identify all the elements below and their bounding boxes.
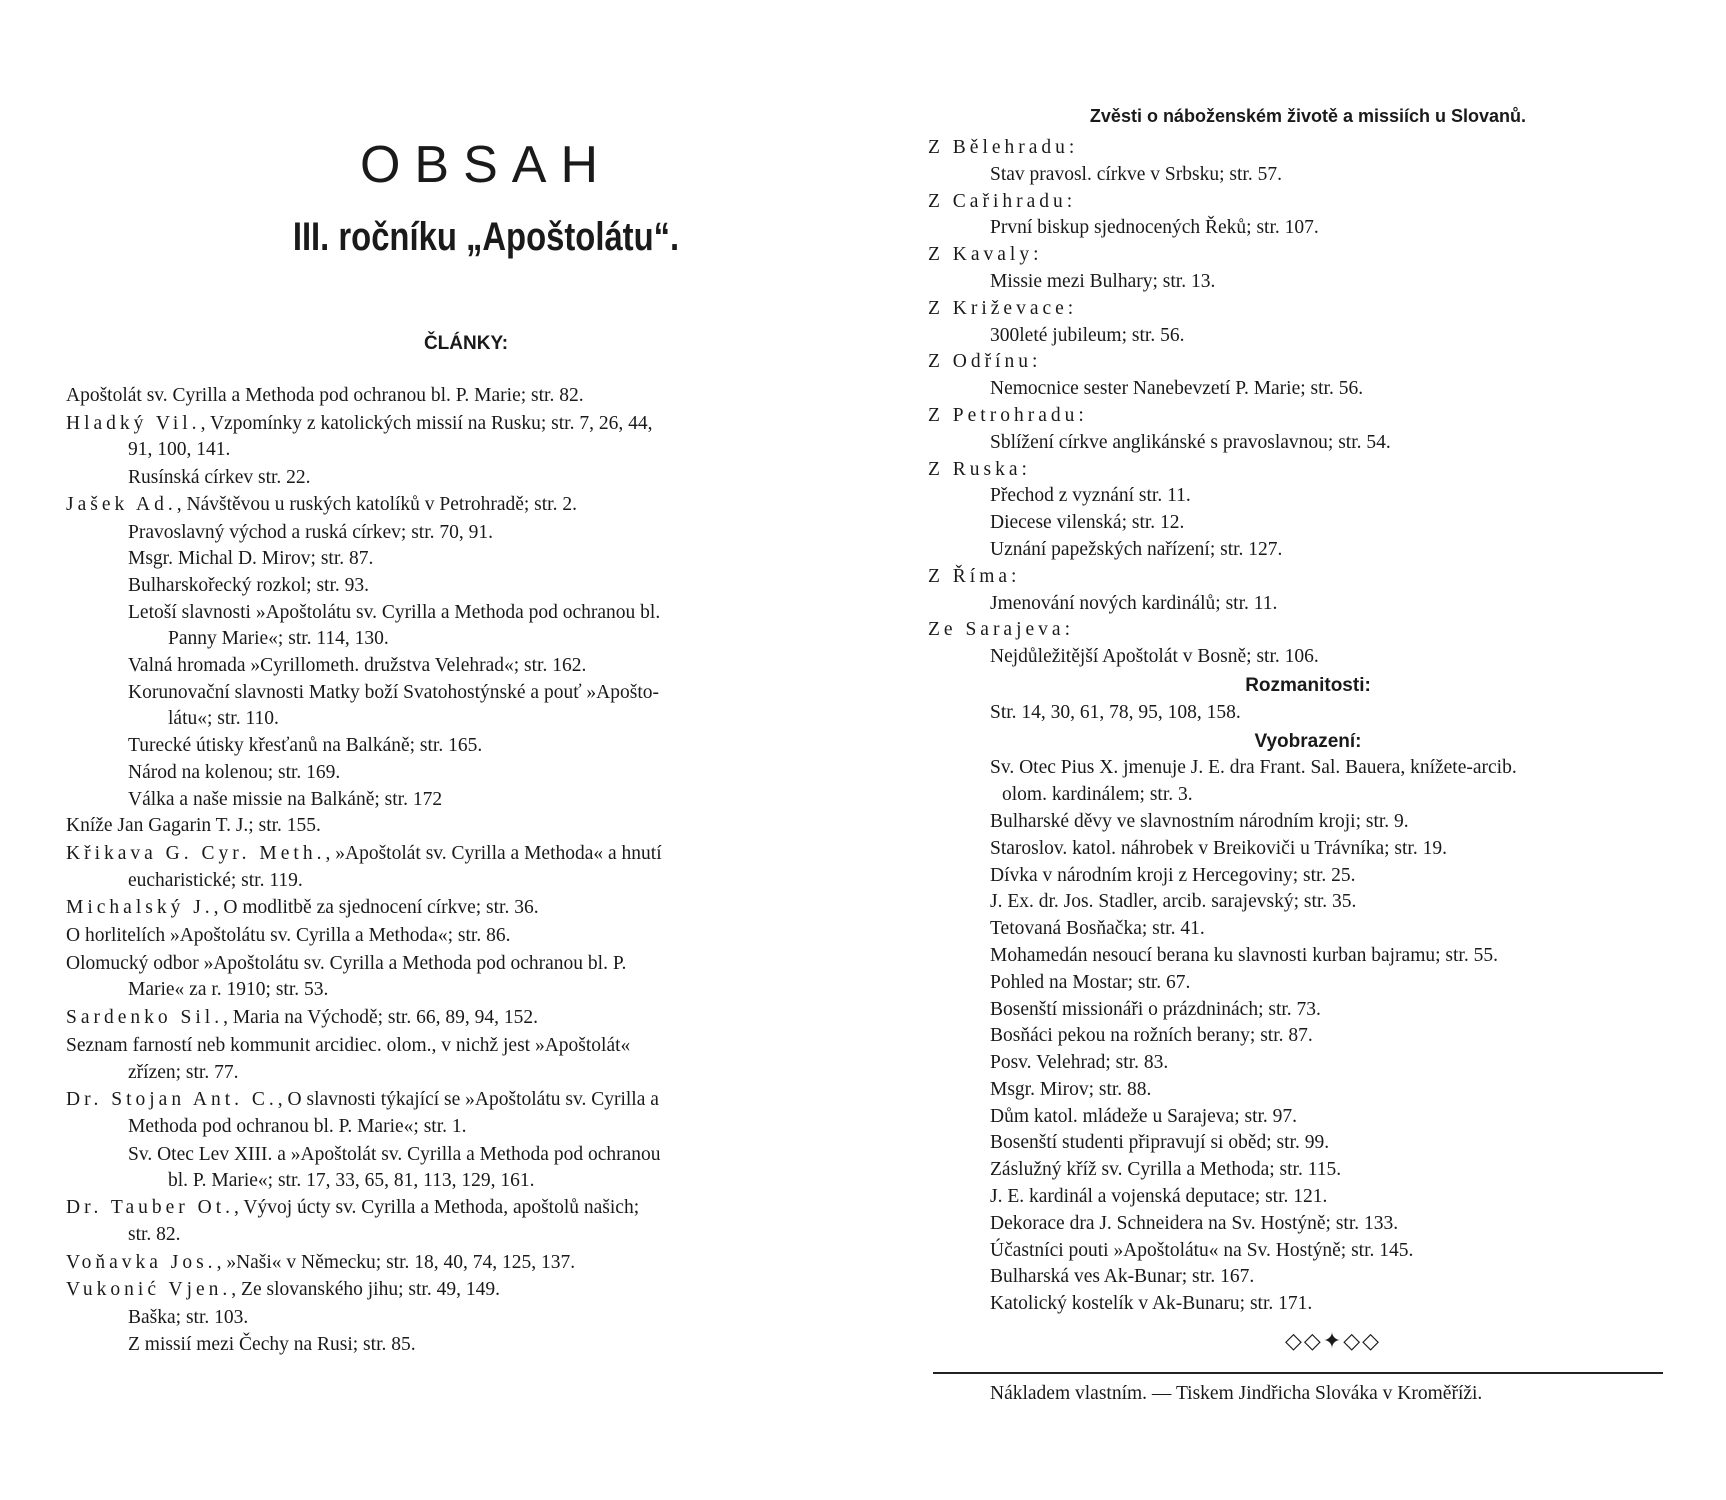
article-text: , Ze slovanského jihu; str. 49, 149. (231, 1279, 500, 1301)
article-text: , »Naši« v Německu; str. 18, 40, 74, 125, 137. (216, 1251, 576, 1273)
article-text: Marie« za r. 1910; str. 53. (128, 979, 329, 1001)
article-subentry-text: Turecké útisky křesťanů na Balkáně; str. 165. (128, 735, 483, 757)
article-text: , O modlitbě za sjednocení církve; str. 36. (213, 897, 539, 919)
illustration-text: Účastníci pouti »Apoštolátu« na Sv. Hostýně; str. 145. (990, 1239, 1414, 1261)
article-author: Jašek Ad. (66, 493, 177, 515)
place-heading: Z Križevace: (928, 297, 1078, 319)
article-author: Michalský J. (66, 897, 214, 919)
article-subentry-text: Letoší slavnosti »Apoštolátu sv. Cyrilla a Methoda pod ochranou bl. (128, 601, 661, 623)
article-entry (66, 492, 826, 519)
illustration-item (928, 1050, 1688, 1077)
illustration-item (928, 1238, 1688, 1265)
article-text: Methoda pod ochranou bl. P. Marie«; str. 1. (128, 1115, 467, 1137)
article-subentry-text: Msgr. Michal D. Mirov; str. 87. (128, 548, 374, 570)
illustration-item (928, 1211, 1688, 1238)
articles-list (66, 383, 826, 1358)
illustration-text: J. E. kardinál a vojenská deputace; str. 121. (990, 1186, 1328, 1208)
illustration-text: Bosenští studenti připravují si oběd; str. 99. (990, 1132, 1330, 1154)
article-author: Dr. Stojan Ant. C. (66, 1089, 278, 1111)
place-item: Jmenování nových kardinálů; str. 11. (990, 592, 1278, 614)
article-entry (66, 951, 826, 1004)
article-subentry-text: Pravoslavný východ a ruská církev; str. 70, 91. (128, 521, 494, 543)
place-item: Diecese vilenská; str. 12. (990, 512, 1185, 534)
article-author: Sardenko Sil. (66, 1007, 224, 1029)
article-subentry-text: Národ na kolenou; str. 169. (128, 761, 341, 783)
article-subentry-text: Bulharskořecký rozkol; str. 93. (128, 574, 369, 596)
illustration-text: Mohamedán nesoucí berana ku slavnosti kurban bajramu; str. 55. (990, 944, 1498, 966)
imprint-footer: Nákladem vlastním. — Tiskem Jindřicha Slováka v Kroměříži. (990, 1383, 1483, 1404)
article-text: zřízen; str. 77. (128, 1061, 239, 1083)
article-entry (66, 841, 826, 894)
article-subentry (66, 573, 826, 600)
article-entry (66, 1250, 826, 1277)
article-subentry-text: Valná hromada »Cyrillometh. družstva Velehrad«; str. 162. (128, 655, 587, 677)
article-text: , Vzpomínky z katolických missií na Rusku; str. 7, 26, 44, (200, 412, 653, 434)
article-text: , Maria na Východě; str. 66, 89, 94, 152. (223, 1007, 538, 1029)
place-item: Sblížení církve anglikánské s pravoslavnou; str. 54. (990, 431, 1391, 453)
illustration-text: Dům katol. mládeže u Sarajeva; str. 97. (990, 1105, 1298, 1127)
place-heading: Z Kavaly: (928, 244, 1043, 266)
news-list (928, 135, 1688, 1318)
page-subtitle: III. ročníku „Apoštolátu“. (292, 215, 680, 259)
article-text: Apoštolát sv. Cyrilla a Methoda pod ochranou bl. P. Marie; str. 82. (66, 385, 584, 406)
place-heading: Z Ruska: (928, 458, 1031, 480)
article-subentry-text: Sv. Otec Lev XIII. a »Apoštolát sv. Cyrilla a Methoda pod ochranou (128, 1143, 661, 1165)
article-subentry-text: bl. P. Marie«; str. 17, 33, 65, 81, 113, 129, 161. (168, 1170, 535, 1192)
article-subentry (66, 1305, 826, 1332)
article-author: Dr. Tauber Ot. (66, 1197, 235, 1219)
illustration-text: Dívka v národním kroji z Hercegoviny; str. 25. (990, 864, 1356, 886)
article-subentry (66, 1142, 826, 1195)
section-heading-rozmanitosti: Rozmanitosti: (1245, 674, 1371, 696)
illustration-item (928, 809, 1688, 836)
article-subentry (66, 733, 826, 760)
article-subentry (66, 787, 826, 814)
article-entry (66, 923, 826, 950)
illustration-text: Dekorace dra J. Schneidera na Sv. Hostýně; str. 133. (990, 1212, 1399, 1234)
illustration-text: Staroslov. katol. náhrobek v Breikoviči u Trávníka; str. 19. (990, 837, 1447, 859)
article-text: O horlitelích »Apoštolátu sv. Cyrilla a Methoda«; str. 86. (66, 925, 511, 947)
illustration-item (928, 1291, 1688, 1318)
article-author: Hladký Vil. (66, 412, 201, 434)
illustration-text: Záslužný kříž sv. Cyrilla a Methoda; str. 115. (990, 1159, 1342, 1181)
illustration-text: Katolický kostelík v Ak-Bunaru; str. 171. (990, 1293, 1313, 1315)
illustration-text: Bulharské děvy ve slavnostním národním kroji; str. 9. (990, 810, 1409, 832)
article-subentry-text: látu«; str. 110. (168, 708, 279, 730)
illustration-item (928, 997, 1688, 1024)
section-heading-zvesti: Zvěsti o náboženském životě a missiích u Slovanů. (1089, 106, 1527, 126)
illustration-item (928, 863, 1688, 890)
illustration-item (928, 1023, 1688, 1050)
place-item: Nemocnice sester Nanebevzetí P. Marie; str. 56. (990, 378, 1364, 400)
place-heading: Z Cařihradu: (928, 190, 1077, 212)
place-item: První biskup sjednocených Řeků; str. 107. (990, 217, 1319, 239)
article-text: , Vývoj úcty sv. Cyrilla a Methoda, apoštolů našich; (234, 1197, 640, 1219)
illustration-item (928, 1077, 1688, 1104)
illustration-item (928, 970, 1688, 997)
article-author: Vukonić Vjen. (66, 1279, 232, 1301)
article-text: 91, 100, 141. (128, 439, 231, 461)
article-subentry (66, 465, 826, 492)
article-entry (66, 1033, 826, 1086)
illustration-text: Pohled na Mostar; str. 67. (990, 971, 1191, 993)
article-subentry (66, 520, 826, 547)
place-heading: Z Říma: (928, 565, 1021, 587)
article-author: Křikava G. Cyr. Meth. (66, 842, 326, 864)
article-entry (66, 383, 826, 410)
article-subentry-text: Korunovační slavnosti Matky boží Svatohostýnské a pouť »Apošto- (128, 681, 659, 703)
divider (933, 1372, 1663, 1374)
illustration-text: Bosenští missionáři o prázdninách; str. 73. (990, 998, 1321, 1020)
places-list (928, 135, 1688, 671)
place-item: Uznání papežských nařízení; str. 127. (990, 538, 1283, 560)
article-text: , O slavnosti týkající se »Apoštolátu sv. Cyrilla a (277, 1089, 659, 1111)
place-item: Přechod z vyznání str. 11. (990, 485, 1191, 507)
article-text: Seznam farností neb kommunit arcidiec. olom., v nichž jest »Apoštolát« (66, 1034, 631, 1056)
illustration-item (928, 1104, 1688, 1131)
article-subentry-text: Z missií mezi Čechy na Rusi; str. 85. (128, 1333, 416, 1355)
article-text: Olomucký odbor »Apoštolátu sv. Cyrilla a Methoda pod ochranou bl. P. (66, 952, 627, 974)
illustration-item (928, 755, 1688, 809)
illustration-text: Bosňáci pekou na rožních berany; str. 87. (990, 1025, 1313, 1047)
article-subentry-text: Válka a naše missie na Balkáně; str. 172 (128, 788, 443, 810)
place-heading: Ze Sarajeva: (928, 619, 1074, 641)
place-heading: Z Bělehradu: (928, 137, 1079, 158)
article-entry (66, 813, 826, 840)
article-entry (66, 1087, 826, 1140)
place-heading: Z Petrohradu: (928, 404, 1088, 426)
article-entry (66, 1277, 826, 1304)
illustration-item (928, 916, 1688, 943)
article-subentry-text: Panny Marie«; str. 114, 130. (168, 628, 389, 650)
rozmanitosti-text: Str. 14, 30, 61, 78, 95, 108, 158. (990, 701, 1241, 723)
place-item: Nejdůležitější Apoštolát v Bosně; str. 106. (990, 646, 1319, 668)
illustration-item (928, 1184, 1688, 1211)
article-entry (66, 1005, 826, 1032)
page-title: OBSAH (359, 136, 613, 194)
article-subentry (66, 760, 826, 787)
place-item: Stav pravosl. církve v Srbsku; str. 57. (990, 163, 1282, 185)
article-subentry (66, 600, 826, 653)
illustration-item (928, 1157, 1688, 1184)
article-subentry (66, 1332, 826, 1359)
section-heading-vyobrazeni: Vyobrazení: (1254, 730, 1362, 752)
illustrations-list (928, 755, 1688, 1318)
illustration-item (928, 943, 1688, 970)
illustration-text: Msgr. Mirov; str. 88. (990, 1078, 1152, 1100)
article-entry (66, 411, 826, 464)
illustration-item (928, 889, 1688, 916)
article-text: Kníže Jan Gagarin T. J.; str. 155. (66, 815, 321, 837)
section-heading-clanky: ČLÁNKY: (423, 333, 509, 354)
ornament: ◇◇✦◇◇ (1284, 1328, 1382, 1353)
illustration-item (928, 1264, 1688, 1291)
article-text: , Návštěvou u ruských katolíků v Petrohradě; str. 2. (176, 493, 577, 515)
article-subentry (66, 546, 826, 573)
place-item: 300leté jubileum; str. 56. (990, 324, 1185, 346)
article-subentry-text: Rusínská církev str. 22. (128, 467, 311, 489)
article-text: , »Apoštolát sv. Cyrilla a Methoda« a hnutí (325, 842, 662, 864)
article-subentry (66, 680, 826, 733)
article-text: eucharistické; str. 119. (128, 869, 303, 891)
illustration-item (928, 836, 1688, 863)
article-author: Voňavka Jos. (66, 1251, 217, 1273)
illustration-text: Bulharská ves Ak-Bunar; str. 167. (990, 1266, 1255, 1288)
article-subentry-text: Baška; str. 103. (128, 1306, 249, 1328)
article-entry (66, 895, 826, 922)
illustration-text: Sv. Otec Pius X. jmenuje J. E. dra Frant. Sal. Bauera, knížete-arcib. (990, 757, 1517, 779)
article-subentry (66, 653, 826, 680)
article-entry (66, 1195, 826, 1248)
place-item: Missie mezi Bulhary; str. 13. (990, 270, 1216, 292)
place-heading: Z Odřínu: (928, 351, 1042, 373)
illustration-item (928, 1130, 1688, 1157)
illustration-text: Tetovaná Bosňačka; str. 41. (990, 918, 1205, 940)
illustration-text: olom. kardinálem; str. 3. (1002, 784, 1193, 806)
illustration-text: J. Ex. dr. Jos. Stadler, arcib. sarajevský; str. 35. (990, 891, 1357, 913)
article-text: str. 82. (128, 1223, 181, 1245)
illustration-text: Posv. Velehrad; str. 83. (990, 1052, 1169, 1074)
